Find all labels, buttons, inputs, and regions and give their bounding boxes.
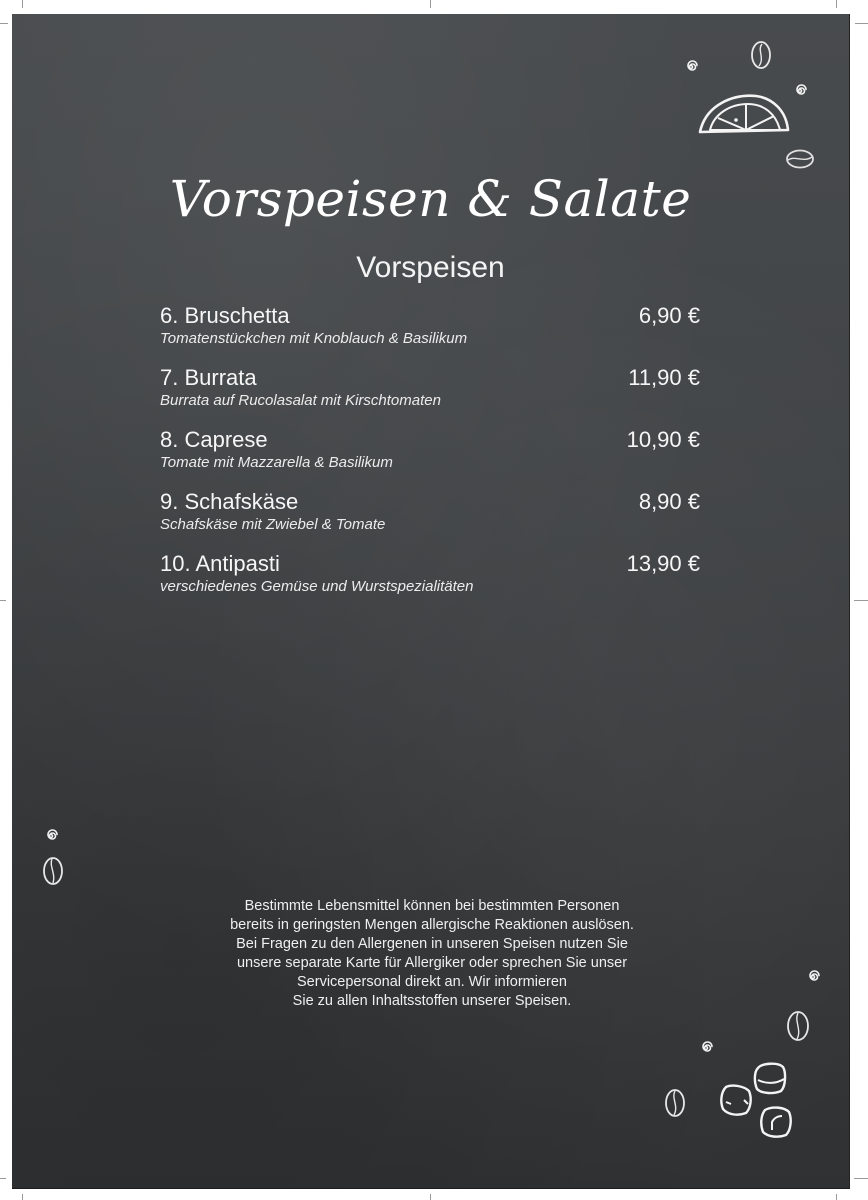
crop-mark	[855, 23, 868, 24]
menu-item	[160, 426, 700, 488]
item-price: 10,90 €	[626, 427, 700, 452]
item-price: 13,90 €	[626, 551, 700, 576]
notice-line: Bei Fragen zu den Allergenen in unseren Speisen nutzen Sie	[236, 936, 628, 952]
coffee-bean-icon	[664, 1088, 686, 1118]
coffee-bean-icon	[786, 1010, 810, 1042]
notice-line: Bestimmte Lebensmittel können bei bestimmten Personen	[244, 898, 620, 914]
item-description: verschiedenes Gemüse und Wurstspezialitäten	[160, 578, 474, 595]
swirl-icon	[805, 969, 821, 985]
crop-mark	[22, 1194, 23, 1200]
swirl-icon	[43, 828, 59, 844]
crop-mark	[0, 23, 8, 24]
notice-line: Servicepersonal direkt an. Wir informieren	[297, 974, 567, 990]
ice-cube-icon	[718, 1082, 754, 1118]
menu-list	[160, 302, 700, 612]
crop-mark	[0, 600, 6, 601]
item-description: Tomatenstückchen mit Knoblauch & Basilikum	[160, 330, 468, 347]
crop-mark	[854, 1178, 868, 1179]
coffee-bean-icon	[750, 40, 772, 70]
crop-mark	[836, 1194, 837, 1200]
crop-mark	[430, 0, 431, 8]
chalkboard	[12, 14, 850, 1189]
ice-cube-icon	[752, 1060, 788, 1096]
menu-item	[160, 302, 700, 364]
item-name: 6. Bruschetta	[160, 303, 290, 328]
coffee-bean-icon	[785, 148, 815, 170]
menu-item	[160, 550, 700, 612]
item-description: Schafskäse mit Zwiebel & Tomate	[160, 516, 386, 533]
section-heading: Vorspeisen	[356, 251, 505, 284]
notice-line: unsere separate Karte für Allergiker oder sprechen Sie unser	[236, 955, 628, 971]
item-name: 10. Antipasti	[160, 551, 280, 576]
ice-cube-icon	[758, 1104, 794, 1140]
notice-line: bereits in geringsten Mengen allergische Reaktionen auslösen.	[230, 917, 634, 933]
item-price: 6,90 €	[638, 303, 700, 328]
swirl-icon	[698, 1040, 714, 1056]
item-price: 11,90 €	[628, 365, 700, 390]
crop-mark	[22, 0, 23, 8]
item-price: 8,90 €	[638, 489, 700, 514]
swirl-icon	[683, 59, 699, 75]
crop-mark	[836, 0, 837, 8]
crop-mark	[0, 1178, 6, 1179]
page-title: Vorspeisen & Salate	[169, 170, 692, 228]
menu-item	[160, 364, 700, 426]
lemon-slice-icon	[696, 90, 792, 136]
item-description: Burrata auf Rucolasalat mit Kirschtomaten	[160, 392, 441, 409]
item-name: 9. Schafskäse	[160, 489, 299, 514]
allergen-notice	[162, 897, 702, 1011]
item-name: 7. Burrata	[160, 365, 257, 390]
coffee-bean-icon	[42, 856, 64, 886]
swirl-icon	[792, 83, 808, 99]
item-name: 8. Caprese	[160, 427, 268, 452]
item-description: Tomate mit Mazzarella & Basilikum	[160, 454, 393, 471]
crop-mark	[430, 1194, 431, 1200]
menu-item	[160, 488, 700, 550]
crop-mark	[854, 600, 868, 601]
notice-line: Sie zu allen Inhaltsstoffen unserer Speisen.	[292, 993, 572, 1009]
